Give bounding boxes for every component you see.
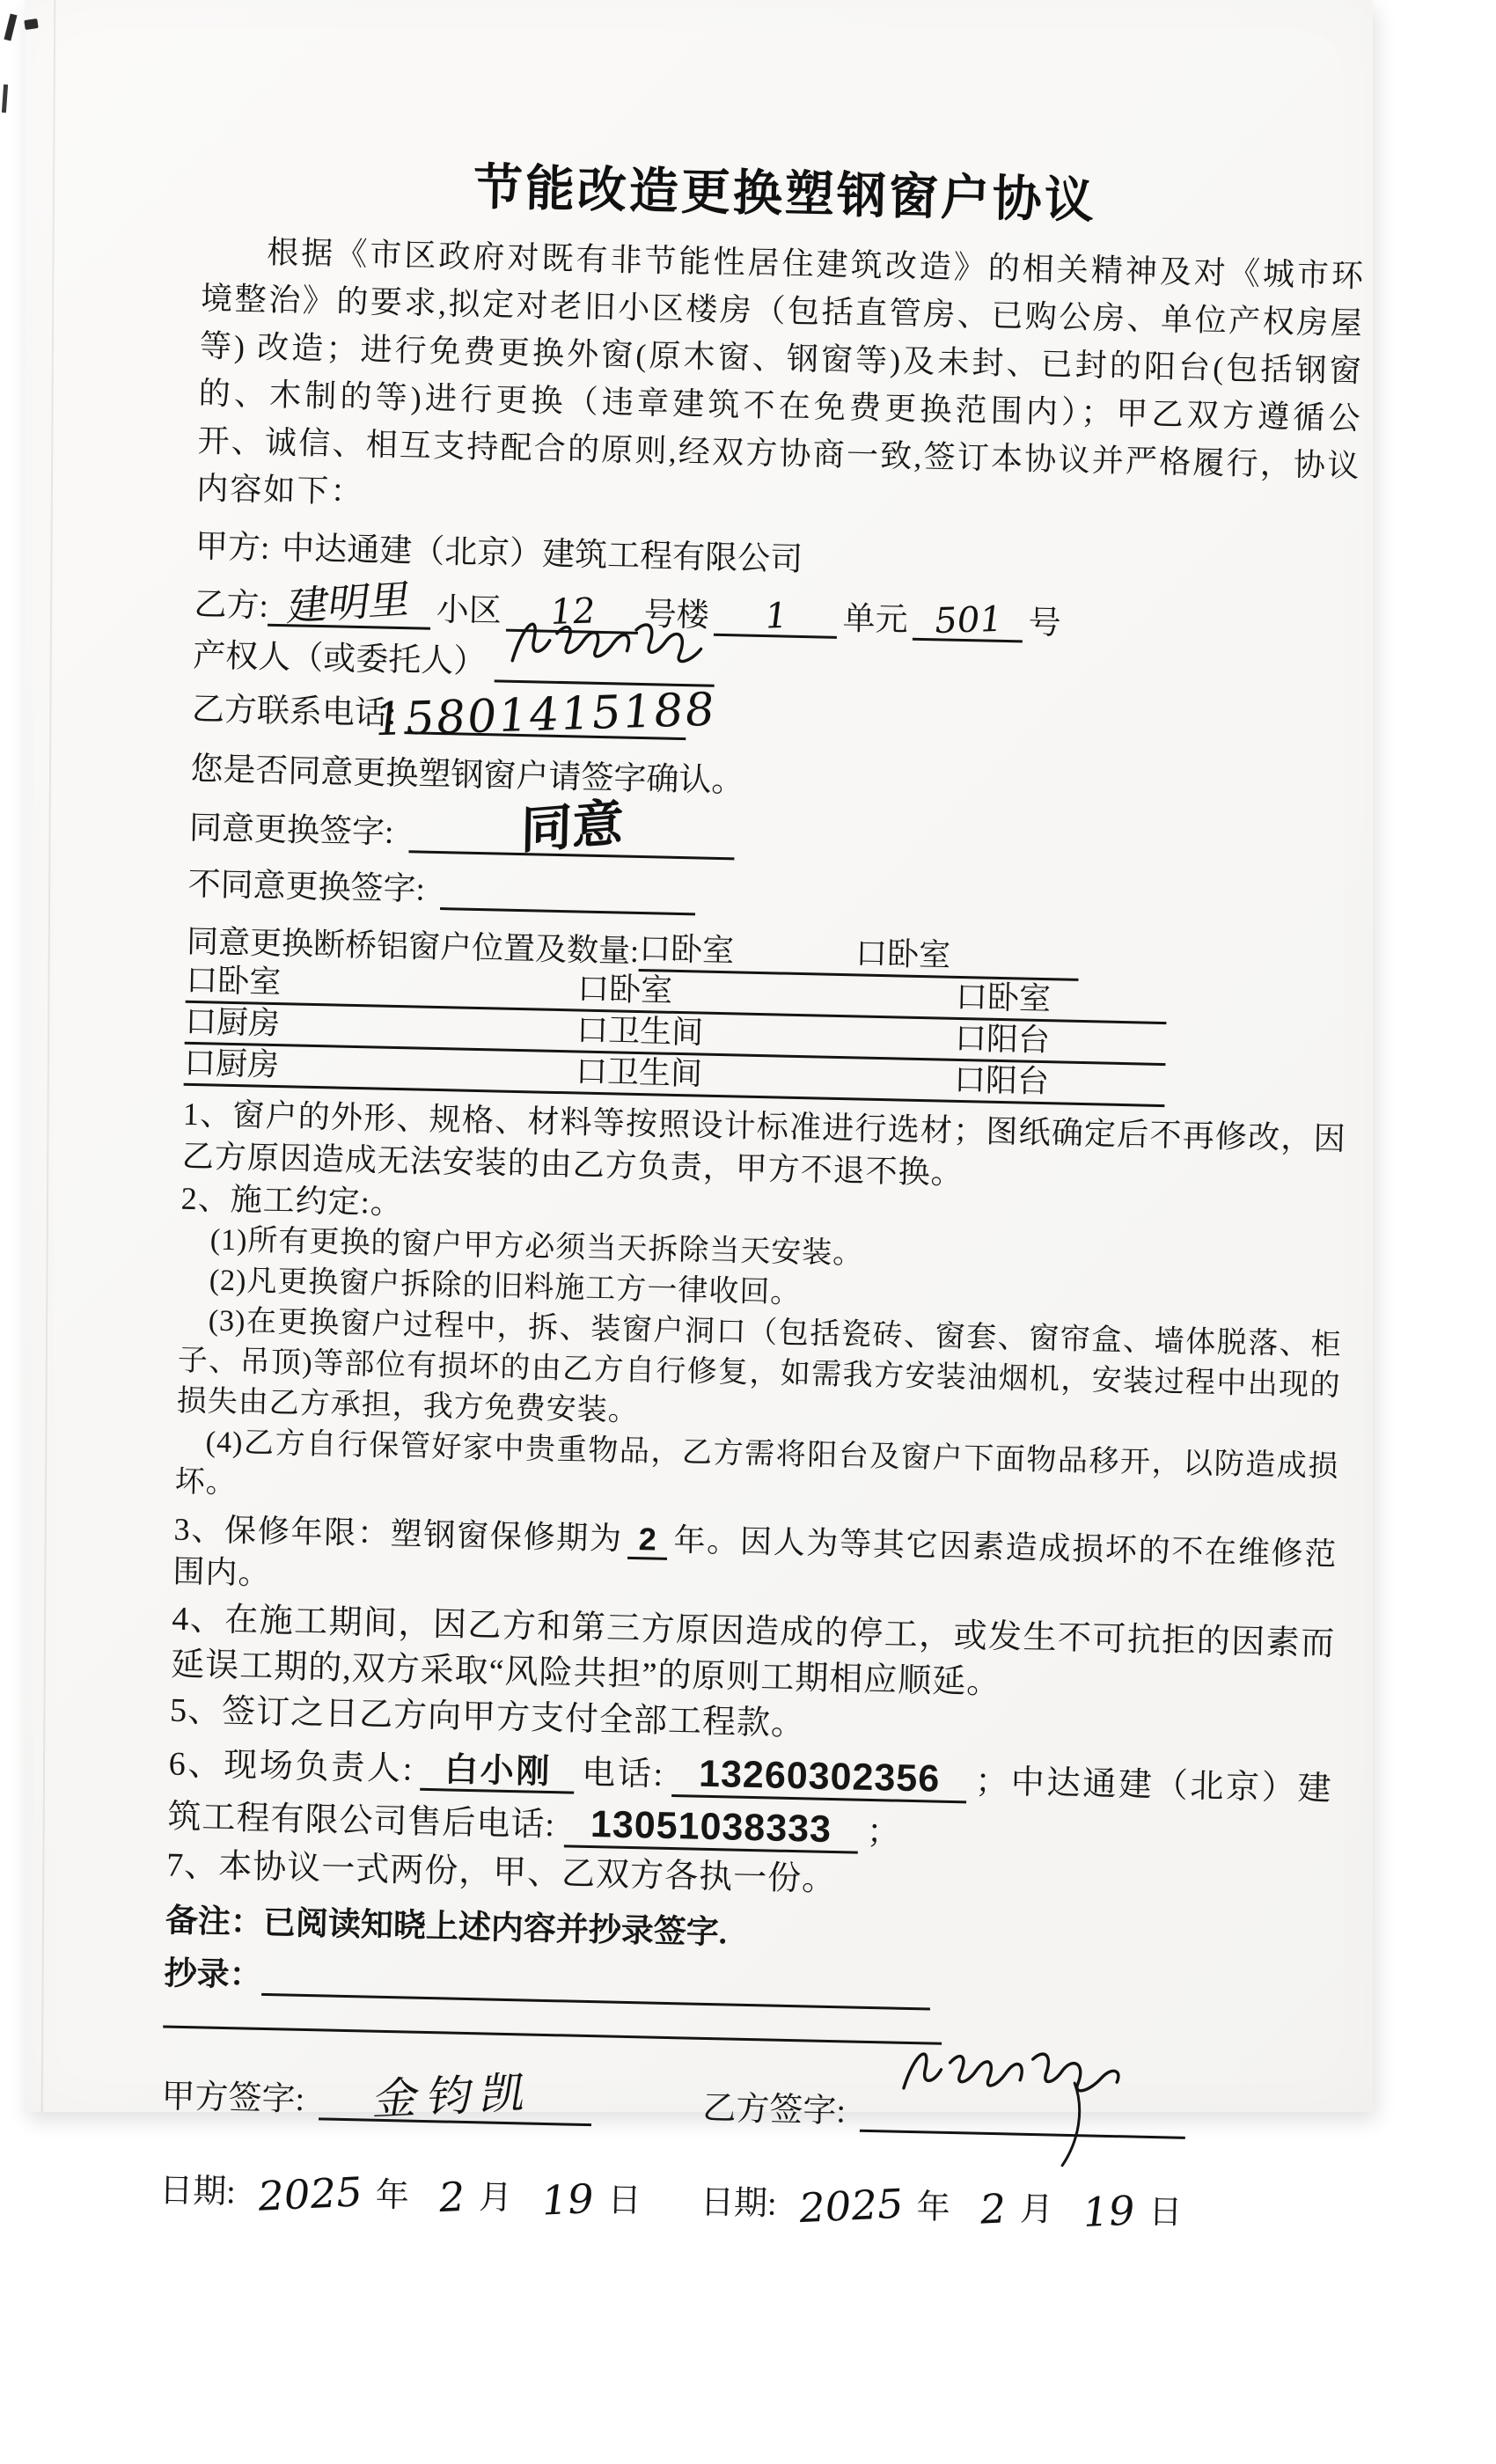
month-unit: 月 <box>1019 2190 1054 2229</box>
clause-3-suffix: 年。因人为等其它因素造成损坏的不在维修范围内。 <box>172 1522 1338 1592</box>
year-unit: 年 <box>375 2176 410 2215</box>
party-b-sign-label: 乙方签字: <box>701 2089 847 2130</box>
party-a-date-label: 日期: <box>158 2172 237 2211</box>
owner-signature-field <box>495 639 715 686</box>
party-a-signature-handwriting: 金钧凯 <box>370 2066 539 2125</box>
clause-2-1: (1)所有更换的窗户甲方必须当天拆除当天安装。 <box>209 1223 864 1271</box>
remark-text: 已阅读知晓上述内容并抄录签字. <box>262 1904 728 1952</box>
clause-7: 7、本协议一式两份，甲、乙双方各执一份。 <box>165 1846 837 1899</box>
locations-label: 同意更换断桥铝窗户位置及数量: <box>186 923 640 969</box>
warranty-years-value: 2 <box>627 1521 668 1560</box>
room-no-handwriting: 501 <box>931 598 1005 642</box>
party-a-signature-field <box>319 2066 592 2126</box>
phone-handwriting: 15801415188 <box>370 683 720 747</box>
agree-label: 同意更换签字: <box>188 810 394 851</box>
checkbox-bedroom: 口卧室 <box>576 971 673 1008</box>
owner-signature-scribble <box>503 606 708 681</box>
intro-paragraph: 根据《市区政府对既有非节能性居住建筑改造》的相关精神及对《城市环境整治》的要求,拟定对老旧小区楼房（包括直管房、已购公房、单位产权房屋等) 改造；进行免费更换外窗(原木窗、钢窗等)及未封、已封的阳台(包括钢窗的、木制的等)进行更换（违章建筑不在免费更换范围内）；甲乙双方遵循公开、诚信、相互支持配合的原则,经双方协商一致,签订本协议并严格履行，协议内容如下： <box>195 234 1366 510</box>
owner-label: 产权人（或委托人） <box>192 637 487 681</box>
checkbox-bedroom: 口卧室 <box>185 962 282 1001</box>
community-handwriting: 建明里 <box>284 575 414 631</box>
checkbox-kitchen: 口厨房 <box>183 1045 280 1083</box>
agree-handwriting: 同意 <box>520 792 625 861</box>
scan-artifact <box>24 18 38 30</box>
party-a-date-block <box>158 2146 701 2225</box>
unit-no-handwriting: 1 <box>761 595 790 637</box>
paper-left-edge <box>41 0 56 2112</box>
signature-row <box>161 2068 1325 2142</box>
remark-label: 备注： <box>165 1903 264 1941</box>
copy-label: 抄录： <box>164 1955 263 1994</box>
phone-field <box>370 683 720 747</box>
building-no-handwriting: 12 <box>546 590 598 633</box>
party-b-signature-block <box>702 2080 1186 2139</box>
day-unit: 日 <box>1148 2193 1183 2232</box>
agree-signature-field <box>409 792 736 861</box>
party-a-month-handwriting: 2 <box>435 2173 468 2222</box>
party-b-year-handwriting: 2025 <box>796 2179 906 2233</box>
phone-label: 乙方联系电话: <box>191 691 397 732</box>
clause-1: 1、窗户的外形、规格、材料等按照设计标准进行选材；图纸确定后不再修改，因乙方原因造成无法安装的由乙方负责，甲方不退不换。 <box>181 1096 1347 1192</box>
checkbox-bedroom: 口卧室 <box>638 931 735 969</box>
clause-4: 4、在施工期间，因乙方和第三方原因造成的停工，或发生不可抗拒的因素而延误工期的,双方采取“风险共担”的原则工期相应顺延。 <box>170 1600 1336 1702</box>
checkbox-bedroom: 口卧室 <box>854 935 951 973</box>
room-suffix: 号 <box>1028 605 1062 642</box>
clause-5: 5、签订之日乙方向甲方支付全部工程款。 <box>169 1691 806 1743</box>
checkbox-balcony: 口阳台 <box>953 1061 1050 1100</box>
site-manager-label: 6、现场负责人: <box>168 1745 414 1788</box>
document-title: 节能改造更换塑钢窗户协议 <box>473 158 1097 229</box>
clause-3-prefix: 3、保修年限：塑钢窗保修期为 <box>173 1511 624 1557</box>
clause-6-end: ； <box>866 1813 902 1852</box>
aftersales-phone-number: 13051038333 <box>563 1802 858 1853</box>
community-suffix: 小区 <box>436 591 502 630</box>
manager-phone-number: 13260302356 <box>672 1752 967 1803</box>
confirm-prompt: 您是否同意更换塑钢窗户请签字确认。 <box>190 751 744 800</box>
party-b-date-label: 日期: <box>700 2183 778 2223</box>
party-b-label: 乙方: <box>194 586 269 625</box>
scan-artifact <box>4 13 17 40</box>
manager-phone-label: 电话: <box>581 1754 664 1793</box>
party-b-signature-scribble <box>889 2039 1155 2177</box>
clause-2-2: (2)凡更换窗户拆除的旧料施工方一律收回。 <box>209 1264 802 1310</box>
clause-2: 2、施工约定:。 <box>180 1180 404 1221</box>
disagree-signature-field <box>440 867 696 915</box>
party-a-sign-label: 甲方签字: <box>161 2078 305 2119</box>
day-unit: 日 <box>607 2182 642 2220</box>
disagree-label: 不同意更换签字: <box>187 866 426 908</box>
year-unit: 年 <box>916 2189 951 2227</box>
party-a-signature-block <box>161 2068 703 2128</box>
party-a-label: 甲方: <box>194 528 270 567</box>
party-b-date-block <box>700 2174 1199 2237</box>
aftersales-phone-label: 公司售后电话: <box>338 1801 556 1844</box>
site-manager-name: 白小刚 <box>420 1751 576 1794</box>
room-no-field <box>913 598 1023 643</box>
checkbox-bedroom: 口卧室 <box>955 979 1052 1017</box>
party-b-month-handwriting: 2 <box>976 2184 1009 2233</box>
checkbox-bathroom: 口卫生间 <box>575 1053 703 1092</box>
clause-2-3: (3)在更换窗户过程中，拆、装窗户洞口（包括瓷砖、窗套、窗帘盒、墙体脱落、柜子、吊顶)等部位有损坏的由乙方自行修复，如需我方安装油烟机，安装过程中出现的损失由乙方承担，我方免费安装。 <box>176 1304 1342 1428</box>
scan-artifact <box>2 84 8 113</box>
community-field <box>268 575 431 631</box>
party-a-name: 中达通建（北京）建筑工程有限公司 <box>281 531 803 578</box>
party-b-signature-field <box>859 2084 1185 2139</box>
agreement-document <box>159 143 1368 2236</box>
checkbox-balcony: 口阳台 <box>954 1020 1051 1059</box>
checkbox-kitchen: 口厨房 <box>184 1003 281 1042</box>
company-name-continuation: ；中达通建（北京）建筑工程有限 <box>167 1763 1332 1839</box>
party-a-day-handwriting: 19 <box>538 2174 597 2225</box>
unit-no-field <box>714 593 838 639</box>
party-a-year-handwriting: 2025 <box>254 2167 365 2220</box>
party-b-day-handwriting: 19 <box>1079 2186 1138 2237</box>
month-unit: 月 <box>478 2179 513 2218</box>
building-suffix: 号楼 <box>643 597 710 634</box>
unit-suffix: 单元 <box>842 600 909 639</box>
clause-2-4: (4)乙方自行保管好家中贵重物品，乙方需将阳台及窗户下面物品移开，以防造成损坏。 <box>174 1426 1339 1500</box>
checkbox-bathroom: 口卫生间 <box>576 1012 704 1051</box>
